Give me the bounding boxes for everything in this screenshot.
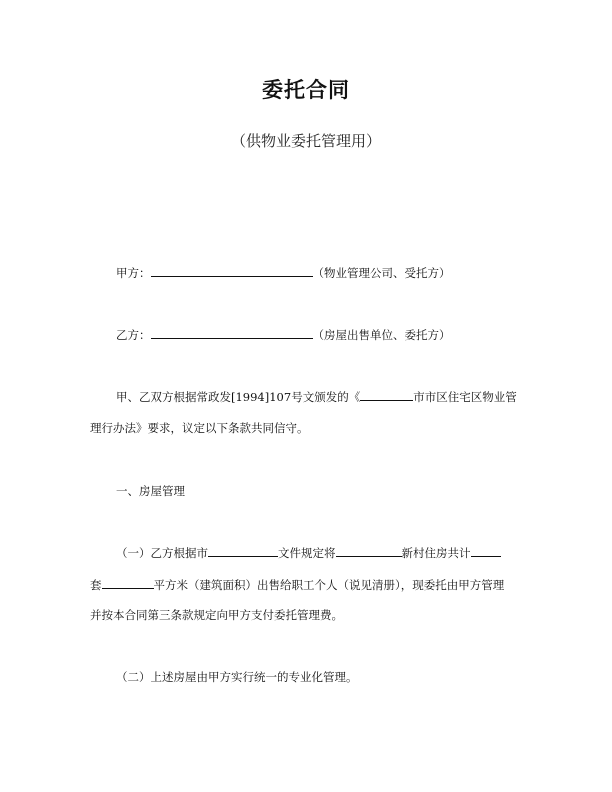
item-1-text-b: 文件规定将 [278,546,336,560]
party-a-line [116,264,451,281]
section-1-heading: 一、房屋管理 [116,484,185,498]
section-1-item-1-line-1 [116,544,501,561]
section-1-item-2: （二）上述房屋由甲方实行统一的专业化管理。 [116,670,358,684]
item-1-text-c: 新村住房共计 [401,546,471,560]
party-a-label: 甲方： [116,266,151,280]
item-1-blank-village [336,544,402,557]
party-b-label: 乙方： [116,328,151,342]
item-1-blank-count [471,544,501,557]
preamble-text-start: 甲、乙双方根据常政发[1994]107号文颁发的《 [116,390,361,404]
preamble-text-end: 市市区住宅区物业管 [413,390,517,404]
item-1-text-a: （一）乙方根据市 [116,546,208,560]
preamble-line-1 [116,388,517,405]
section-1-item-1-line-3: 并按本合同第三条款规定向甲方支付委托管理费。 [90,608,343,622]
party-b-blank [151,326,313,339]
party-a-blank [151,264,313,277]
item-1-text-d: 平方米（建筑面积）出售给职工个人（说见清册），现委托由甲方管理 [153,578,505,592]
party-b-line [116,326,451,343]
section-1-item-1-line-2 [90,576,504,593]
item-1-blank-city [208,544,278,557]
document-subtitle: （供物业委托管理用） [230,132,381,150]
party-b-role: （房屋出售单位、委托方） [312,328,451,342]
preamble-city-blank [360,388,413,401]
item-1-blank-area [102,576,154,589]
party-a-role: （物业管理公司、受托方） [312,266,451,280]
document-title: 委托合同 [262,78,350,102]
item-1-unit-sets: 套 [90,578,102,592]
preamble-line-2: 理行办法》要求，议定以下条款共同信守。 [90,421,309,435]
